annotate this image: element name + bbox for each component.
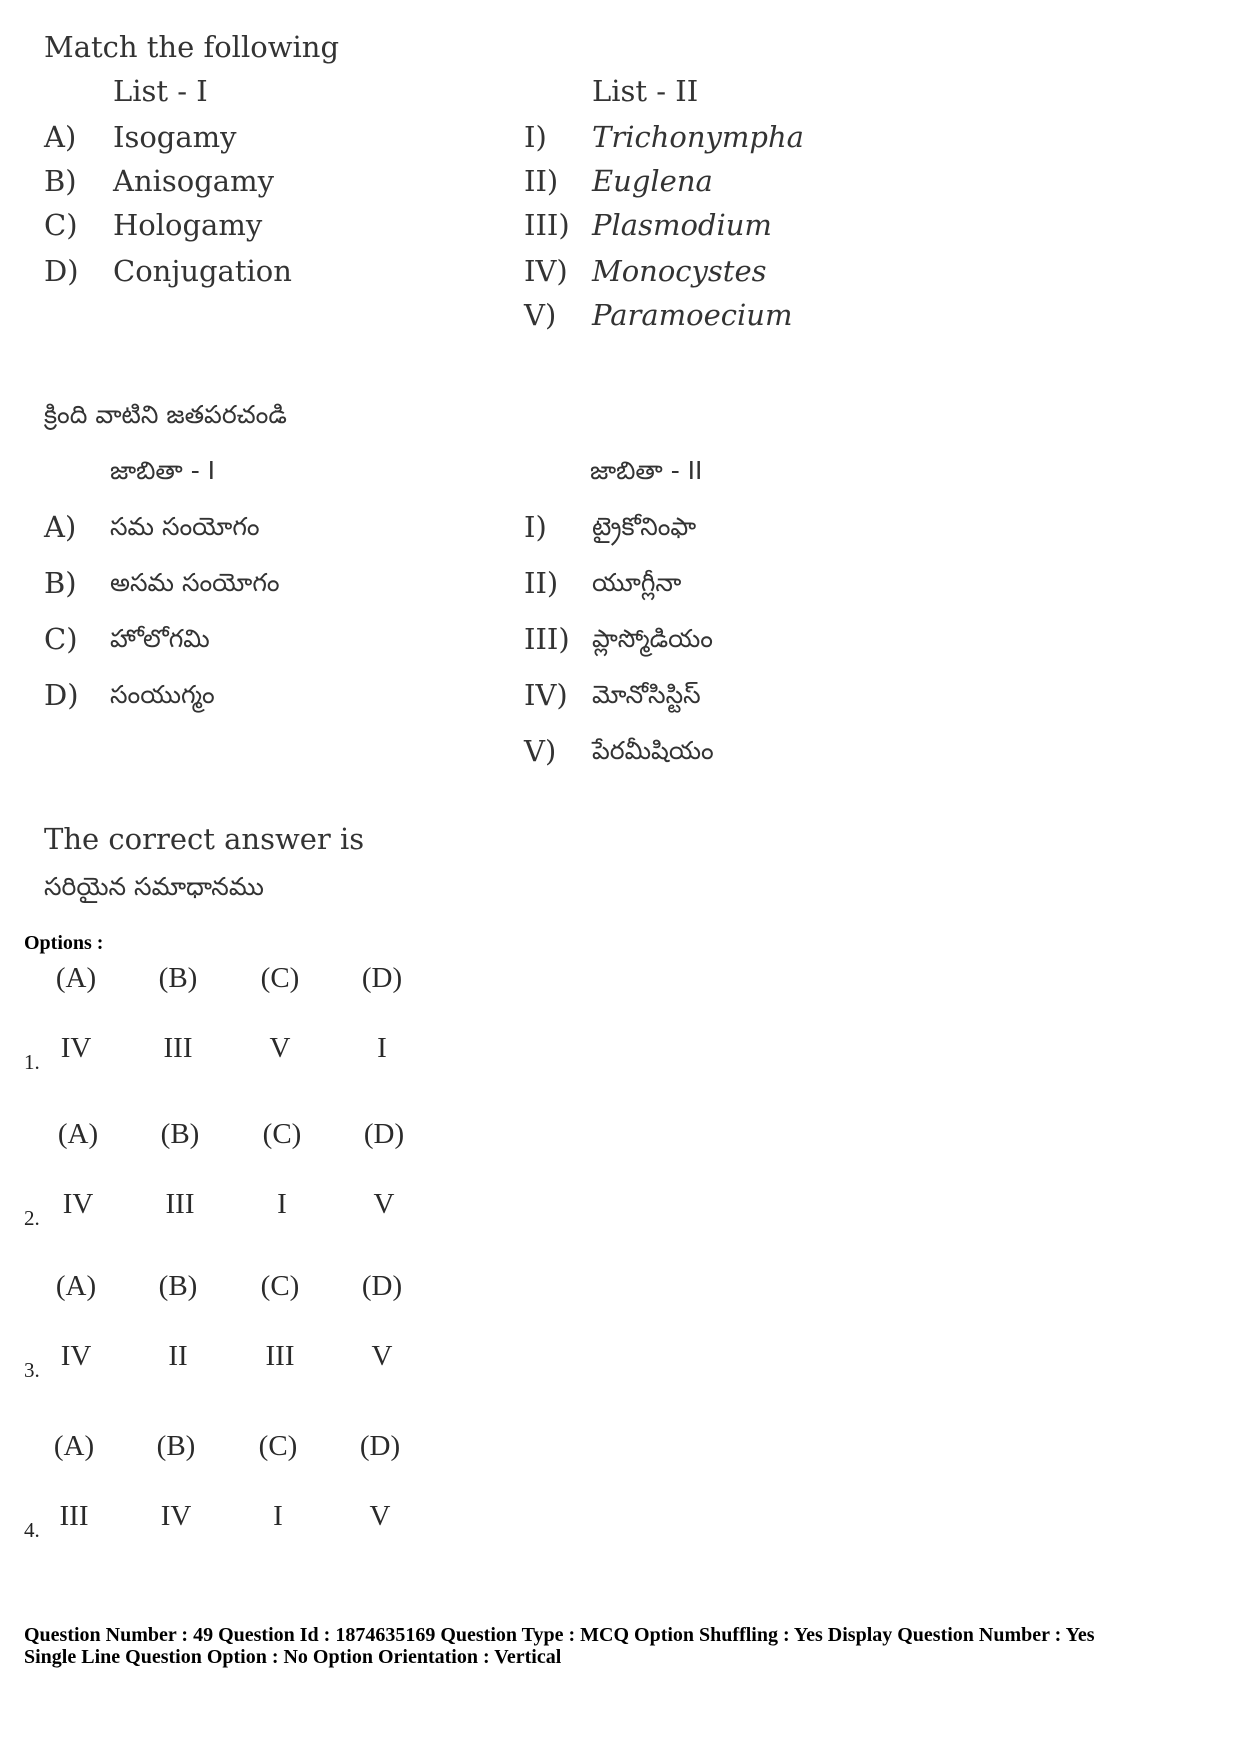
option-value-cell: II [168,1340,188,1372]
list2-item: Paramoecium [592,298,793,332]
option-value-cell: IV [60,1340,92,1372]
list2-label: V) [524,734,557,768]
list2-label: II) [524,164,559,198]
list1-item: Conjugation [113,254,292,288]
option-value-cell: V [269,1032,291,1064]
list1-item: Hologamy [113,208,263,242]
list1-item: సమ సంయోగం [110,512,260,541]
list1-item: అసమ సంయోగం [110,568,280,597]
list1-item: Isogamy [113,120,237,154]
list1-label: B) [44,164,77,198]
list2-header-telugu: జాబితా - II [590,456,703,485]
option-value-cell: III [163,1032,193,1064]
option-value-cell: I [377,1032,387,1064]
option-number[interactable]: 1. [24,1050,40,1074]
answer-prompt-english: The correct answer is [44,822,365,856]
list1-label: A) [44,510,77,544]
list2-item: Monocystes [592,254,767,288]
list1-label: C) [44,622,78,656]
option-value-cell: IV [60,1032,92,1064]
option-header-cell: (A) [55,962,97,994]
question-instruction-english: Match the following [44,30,340,64]
option-header-cell: (A) [55,1270,97,1302]
list1-item: హోలోగమి [110,624,210,653]
option-header-cell: (B) [160,1118,200,1150]
option-value-cell: V [373,1188,395,1220]
list2-label: I) [524,120,547,154]
list2-item: Plasmodium [592,208,772,242]
option-value-cell: V [369,1500,391,1532]
option-value-cell: I [277,1188,287,1220]
option-header-cell: (D) [361,962,403,994]
list2-label: V) [524,298,557,332]
option-header-cell: (D) [359,1430,401,1462]
list1-label: D) [44,678,79,712]
list2-label: III) [524,208,570,242]
option-number[interactable]: 2. [24,1206,40,1230]
option-value-cell: IV [62,1188,94,1220]
option-number[interactable]: 4. [24,1518,40,1542]
option-header-cell: (C) [260,1270,300,1302]
list1-label: B) [44,566,77,600]
list2-item: మోనోసిస్టిస్ [592,680,701,709]
list2-item: Euglena [592,164,713,198]
option-number[interactable]: 3. [24,1358,40,1382]
option-header-cell: (C) [262,1118,302,1150]
option-header-cell: (B) [158,1270,198,1302]
option-header-cell: (B) [158,962,198,994]
list2-item: ట్రైకోనింఫా [592,512,697,541]
option-value-cell: III [59,1500,89,1532]
option-header-cell: (C) [260,962,300,994]
list2-label: IV) [524,678,568,712]
option-header-cell: (A) [57,1118,99,1150]
option-value-cell: V [371,1340,393,1372]
option-header-cell: (D) [363,1118,405,1150]
question-meta-line2: Single Line Question Option : No Option Orientation : Vertical [24,1646,562,1668]
list2-label: II) [524,566,559,600]
list1-label: D) [44,254,79,288]
list1-label: C) [44,208,78,242]
list1-header-telugu: జాబితా - I [110,456,216,485]
list2-item: యూగ్లీనా [592,568,682,597]
options-label: Options : [24,932,104,954]
option-header-cell: (B) [156,1430,196,1462]
question-instruction-telugu: క్రింది వాటిని జతపరచండి [44,400,287,429]
question-meta-line1: Question Number : 49 Question Id : 1874635169 Question Type : MCQ Option Shuffling : Yes Display Question Number : Yes [24,1624,1095,1646]
list2-item: పేరమీషియం [592,736,714,765]
list1-header-english: List - I [113,74,208,108]
list2-header-english: List - II [592,74,699,108]
list2-label: I) [524,510,547,544]
list2-item: ప్లాస్మోడియం [592,624,713,653]
list2-label: IV) [524,254,568,288]
option-value-cell: IV [160,1500,192,1532]
option-value-cell: I [273,1500,283,1532]
answer-prompt-telugu: సరియైన సమాధానము [44,872,264,901]
list1-item: సంయుగ్మం [110,680,215,709]
option-value-cell: III [165,1188,195,1220]
option-header-cell: (C) [258,1430,298,1462]
option-header-cell: (A) [53,1430,95,1462]
list1-item: Anisogamy [113,164,274,198]
option-header-cell: (D) [361,1270,403,1302]
list2-label: III) [524,622,570,656]
list2-item: Trichonympha [592,120,804,154]
option-value-cell: III [265,1340,295,1372]
list1-label: A) [44,120,77,154]
